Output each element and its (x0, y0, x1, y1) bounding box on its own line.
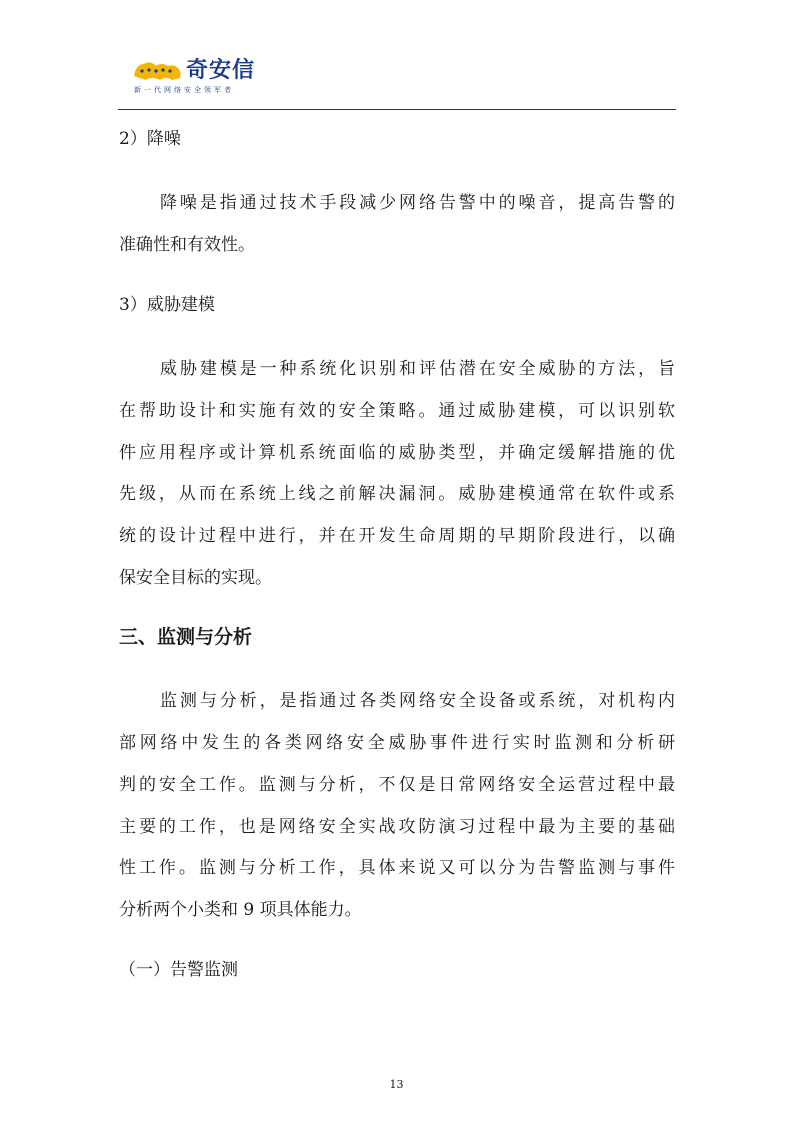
subheading-denoise: 2）降噪 (119, 129, 181, 149)
paragraph-line: 监测与分析，是指通过各类网络安全设备或系统，对机构内 (160, 691, 675, 711)
paragraph-line: 件应用程序或计算机系统面临的威胁类型，并确定缓解措施的优 (119, 443, 675, 463)
paragraph-line: 降噪是指通过技术手段减少网络告警中的噪音，提高告警的 (160, 193, 675, 213)
brand-name: 奇安信 (186, 58, 256, 83)
header-divider (118, 109, 676, 110)
paragraph-line: 部网络中发生的各类网络安全威胁事件进行实时监测和分析研 (119, 733, 675, 753)
paragraph-line: 威胁建模是一种系统化识别和评估潜在安全威胁的方法，旨 (160, 359, 675, 379)
page-number: 13 (389, 1078, 404, 1091)
paragraph-line: 在帮助设计和实施有效的安全策略。通过威胁建模，可以识别软 (119, 401, 675, 421)
paragraph-line: 准确性和有效性。 (119, 235, 255, 255)
paragraph-line: 性工作。监测与分析工作，具体来说又可以分为告警监测与事件 (119, 858, 675, 878)
paragraph-line: 统的设计过程中进行，并在开发生命周期的早期阶段进行，以确 (119, 526, 675, 546)
brand-logo (132, 56, 272, 98)
brand-tagline: 新一代网络安全领军者 (134, 86, 234, 94)
subsection-heading: （一）告警监测 (119, 960, 238, 980)
paragraph-line: 先级，从而在系统上线之前解决漏洞。威胁建模通常在软件或系 (119, 484, 675, 504)
paragraph-line: 主要的工作，也是网络安全实战攻防演习过程中最为主要的基础 (119, 817, 675, 837)
paragraph-line: 分析两个小类和 9 项具体能力。 (119, 900, 362, 920)
subheading-threat-modeling: 3）威胁建模 (119, 295, 215, 315)
section-heading: 三、监测与分析 (119, 626, 253, 648)
brand-mark-icon (132, 58, 184, 82)
paragraph-line: 保安全目标的实现。 (119, 568, 272, 588)
paragraph-line: 判的安全工作。监测与分析，不仅是日常网络安全运营过程中最 (119, 775, 675, 795)
